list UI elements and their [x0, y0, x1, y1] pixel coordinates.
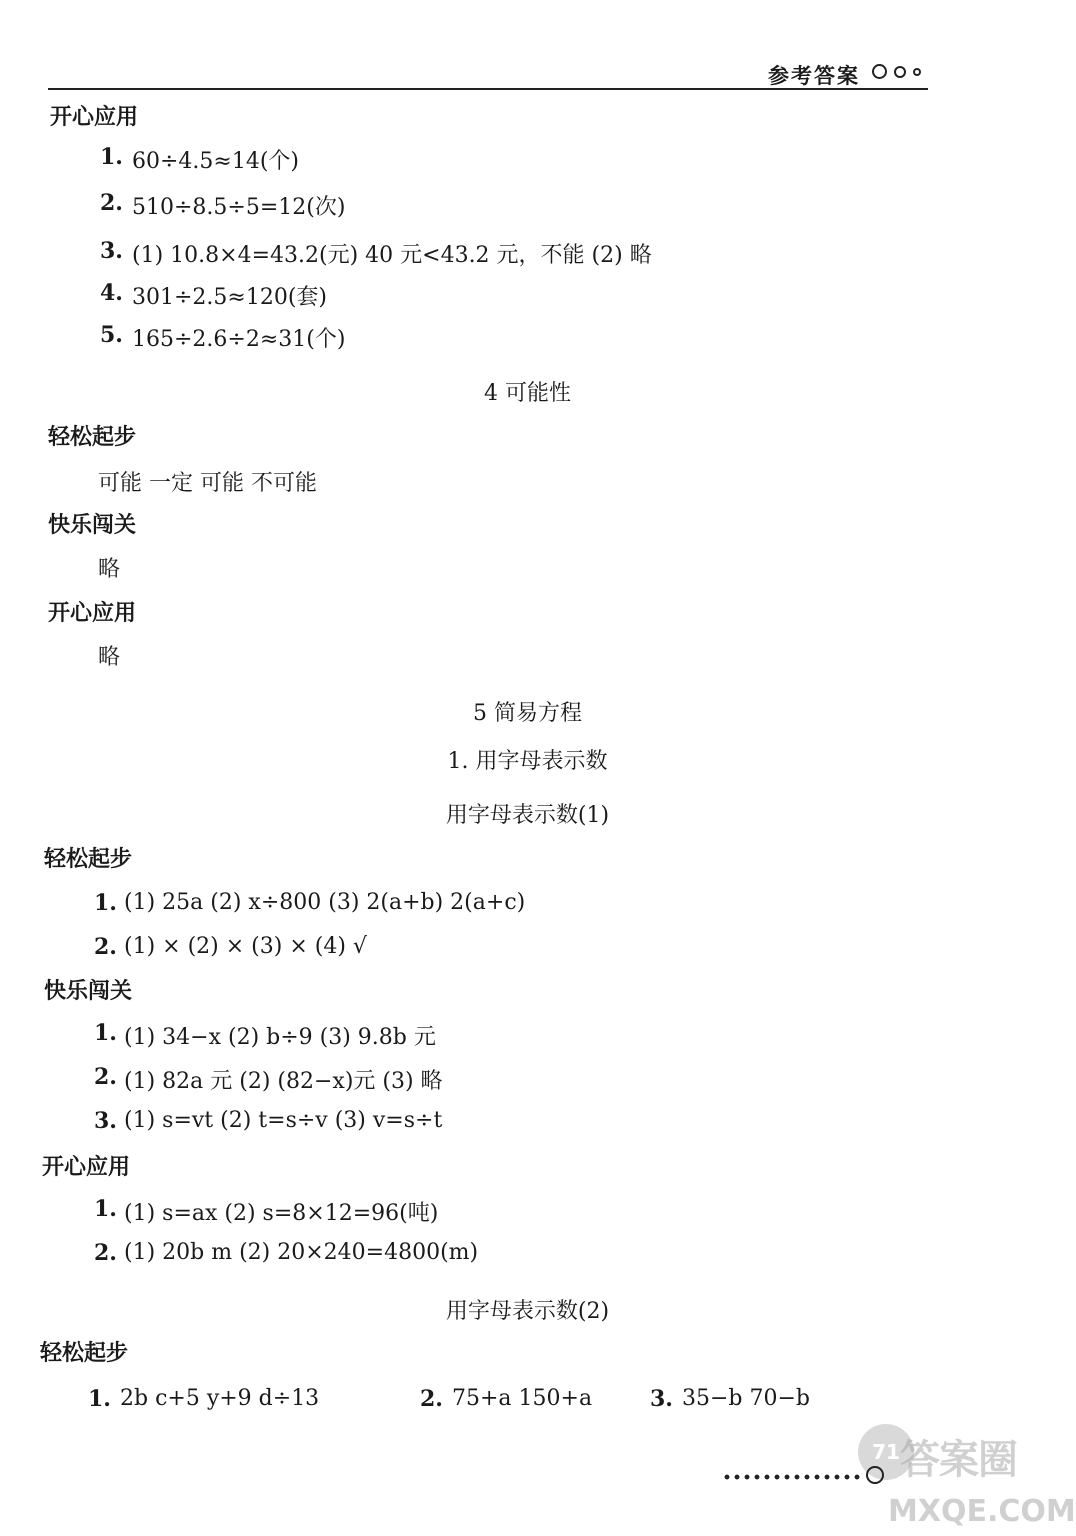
section-heading: 开心应用	[48, 601, 137, 626]
answer-text: (1) s=ax (2) s=8×12=96(吨)	[124, 1201, 439, 1226]
section-heading: 轻松起步	[40, 1341, 129, 1366]
item-number: 1.	[94, 890, 117, 916]
answer-text: (1) 10.8×4=43.2(元) 40 元<43.2 元，不能 (2) 略	[132, 243, 652, 268]
subsection-title: 用字母表示数(2)	[445, 1299, 610, 1324]
item-number: 2.	[94, 934, 117, 960]
answer-text: 301÷2.5≈120(套)	[132, 285, 328, 310]
answer-text: 35−b 70−b	[682, 1386, 811, 1411]
watermark-url: MXQE.COM	[888, 1494, 1076, 1529]
footer-dots	[722, 1474, 862, 1480]
answer-text: 2b c+5 y+9 d÷13	[120, 1386, 320, 1411]
ring-icon	[913, 68, 921, 76]
answer-text: 510÷8.5÷5=12(次)	[132, 195, 346, 220]
answer-text: 75+a 150+a	[452, 1386, 593, 1411]
ring-icon	[872, 64, 887, 79]
lesson-title: 1. 用字母表示数	[447, 749, 608, 774]
chapter-title: 5 简易方程	[473, 701, 582, 726]
item-number: 3.	[650, 1386, 673, 1412]
item-number: 1.	[94, 1196, 117, 1222]
answer-text: (1) × (2) × (3) × (4) √	[124, 934, 367, 959]
section-heading: 开心应用	[42, 1155, 131, 1180]
item-number: 2.	[94, 1064, 117, 1090]
answer-text: (1) 25a (2) x÷800 (3) 2(a+b) 2(a+c)	[124, 890, 526, 915]
item-number: 2.	[94, 1240, 117, 1266]
chapter-title: 4 可能性	[484, 381, 571, 406]
section-heading: 轻松起步	[44, 847, 133, 872]
section-heading: 快乐闯关	[44, 979, 133, 1004]
answer-text: 可能 一定 可能 不可能	[98, 471, 317, 496]
page-number: 71	[858, 1424, 914, 1480]
ring-icon	[894, 66, 906, 78]
watermark-logo: 答案圈	[900, 1437, 1017, 1483]
header-rule	[48, 88, 928, 90]
answer-text: 略	[98, 557, 121, 582]
ring-icon	[866, 1466, 884, 1484]
section-heading: 开心应用	[50, 105, 139, 130]
answer-text: (1) 34−x (2) b÷9 (3) 9.8b 元	[124, 1025, 436, 1050]
answer-text: 165÷2.6÷2≈31(个)	[132, 327, 346, 352]
item-number: 3.	[94, 1108, 117, 1134]
item-number: 1.	[100, 144, 123, 170]
item-number: 1.	[88, 1386, 111, 1412]
subsection-title: 用字母表示数(1)	[445, 803, 610, 828]
answer-text: 60÷4.5≈14(个)	[132, 149, 300, 174]
header-title: 参考答案	[768, 64, 860, 88]
answer-text: (1) 82a 元 (2) (82−x)元 (3) 略	[124, 1069, 443, 1094]
answer-text: 略	[98, 645, 121, 670]
item-number: 5.	[100, 322, 123, 348]
item-number: 2.	[100, 190, 123, 216]
item-number: 3.	[100, 238, 123, 264]
answer-text: (1) s=vt (2) t=s÷v (3) v=s÷t	[124, 1108, 443, 1133]
item-number: 1.	[94, 1020, 117, 1046]
item-number: 2.	[420, 1386, 443, 1412]
item-number: 4.	[100, 280, 123, 306]
header-dots	[872, 64, 921, 79]
section-heading: 轻松起步	[48, 425, 137, 450]
section-heading: 快乐闯关	[48, 513, 137, 538]
answer-text: (1) 20b m (2) 20×240=4800(m)	[124, 1240, 479, 1265]
